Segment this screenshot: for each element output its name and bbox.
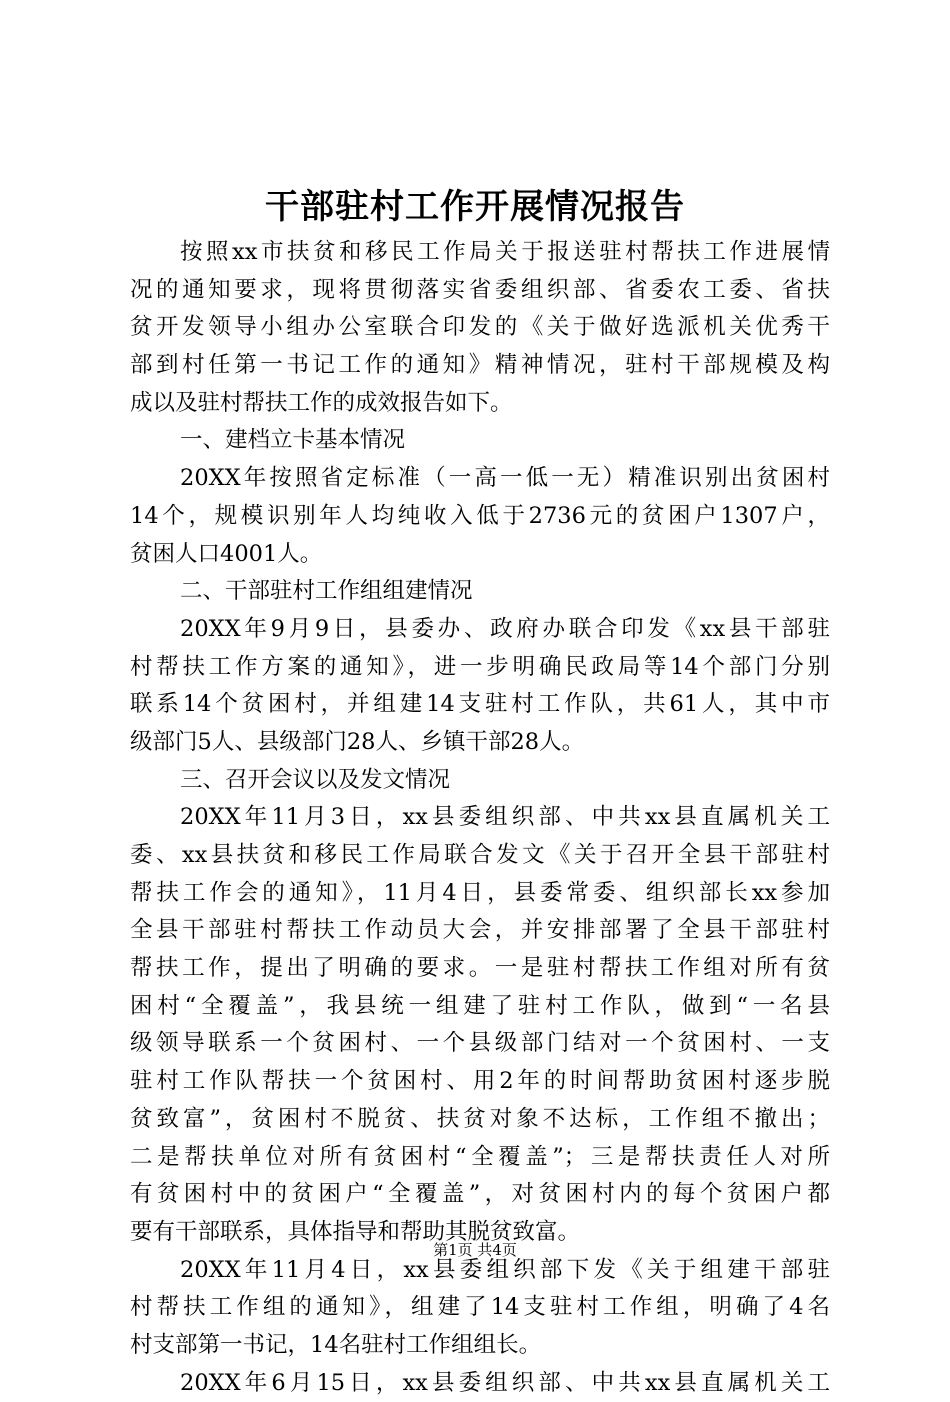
text-line: 20XX年11月3日，xx县委组织部、中共xx县直属机关工 — [180, 804, 830, 831]
text-line: 要有干部联系，具体指导和帮助其脱贫致富。 — [130, 1218, 581, 1245]
text-line: 贫开发领导小组办公室联合印发的《关于做好选派机关优秀干 — [130, 314, 830, 341]
text-line: 20XX年11月4日，xx县委组织部下发《关于组建干部驻 — [180, 1256, 830, 1283]
text-line: 级部门5人、县级部门28人、乡镇干部28人。 — [130, 728, 585, 755]
text-line: 有贫困村中的贫困户“全覆盖”，对贫困村内的每个贫困户都 — [130, 1181, 830, 1208]
text-line: 贫致富”，贫困村不脱贫、扶贫对象不达标，工作组不撤出； — [130, 1105, 830, 1132]
text-line: 全县干部驻村帮扶工作动员大会，并安排部署了全县干部驻村 — [130, 917, 830, 944]
text-line: 村支部第一书记，14名驻村工作组组长。 — [130, 1331, 542, 1358]
text-line: 20XX年按照省定标准（一高一低一无）精准识别出贫困村 — [180, 465, 830, 492]
section-heading: 二、干部驻村工作组组建情况 — [180, 578, 473, 605]
text-line: 20XX年9月9日，县委办、政府办联合印发《xx县干部驻 — [180, 615, 830, 642]
text-line: 驻村工作队帮扶一个贫困村、用2年的时间帮助贫困村逐步脱 — [130, 1068, 830, 1095]
text-line: 按照xx市扶贫和移民工作局关于报送驻村帮扶工作进展情 — [180, 239, 830, 265]
text-line: 成以及驻村帮扶工作的成效报告如下。 — [130, 389, 513, 416]
text-line: 联系14个贫困村，并组建14支驻村工作队，共61人，其中市 — [130, 691, 830, 718]
document-body — [130, 234, 830, 1402]
text-line: 贫困人口4001人。 — [130, 540, 323, 567]
text-line: 20XX年6月15日，xx县委组织部、中共xx县直属机关工 — [180, 1369, 830, 1396]
text-line: 部到村任第一书记工作的通知》精神情况，驻村干部规模及构 — [130, 352, 830, 379]
text-line: 帮扶工作会的通知》，11月4日，县委常委、组织部长xx参加 — [130, 879, 830, 906]
text-line: 14个，规模识别年人均纯收入低于2736元的贫困户1307户， — [130, 502, 830, 529]
text-line: 村帮扶工作方案的通知》，进一步明确民政局等14个部门分别 — [130, 653, 830, 680]
text-line: 况的通知要求，现将贯彻落实省委组织部、省委农工委、省扶 — [130, 276, 830, 303]
document-title: 干部驻村工作开展情况报告 — [265, 187, 685, 227]
text-line: 委、xx县扶贫和移民工作局联合发文《关于召开全县干部驻村 — [130, 842, 830, 868]
text-line: 村帮扶工作组的通知》，组建了14支驻村工作组，明确了4名 — [130, 1294, 830, 1321]
text-line: 二是帮扶单位对所有贫困村“全覆盖”；三是帮扶责任人对所 — [130, 1143, 830, 1170]
text-line: 困村“全覆盖”，我县统一组建了驻村工作队，做到“一名县 — [130, 992, 830, 1019]
page-footer: 第1页 共4页 — [433, 1241, 517, 1259]
section-heading: 三、召开会议以及发文情况 — [180, 766, 451, 793]
text-line: 级领导联系一个贫困村、一个县级部门结对一个贫困村、一支 — [130, 1030, 830, 1057]
text-line: 帮扶工作，提出了明确的要求。一是驻村帮扶工作组对所有贫 — [130, 955, 830, 982]
section-heading: 一、建档立卡基本情况 — [180, 427, 406, 454]
